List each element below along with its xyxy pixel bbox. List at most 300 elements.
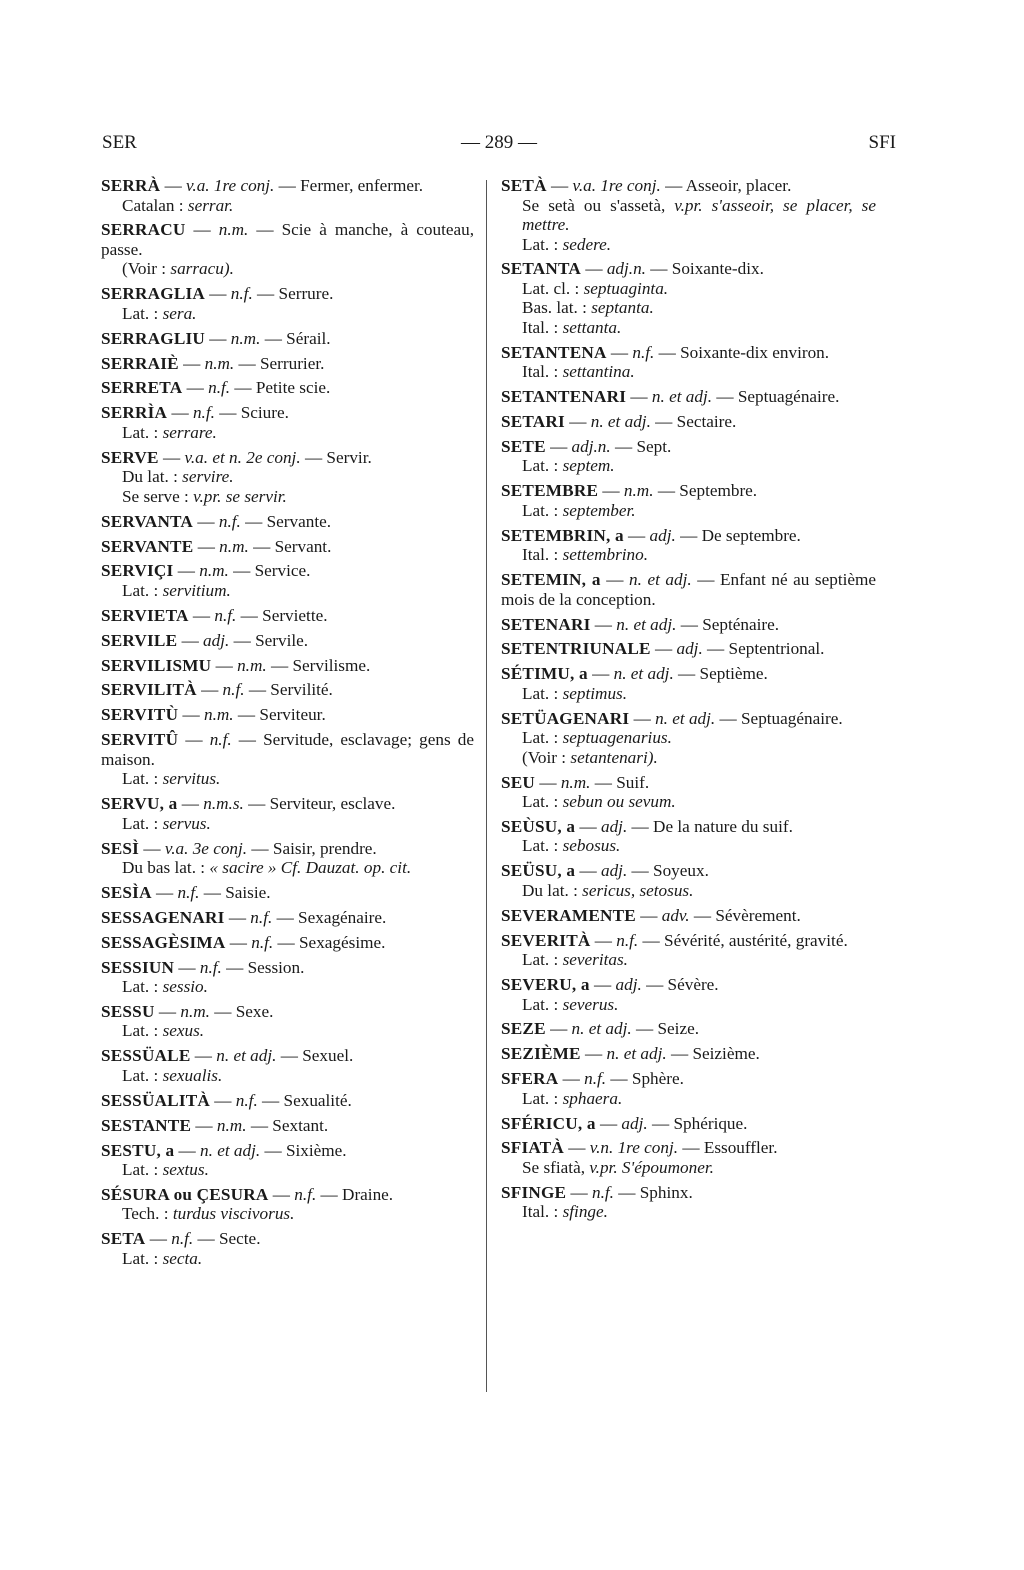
- dictionary-entry: [101, 794, 474, 833]
- dictionary-entry: [501, 1183, 876, 1222]
- headword: SESÌ: [101, 838, 140, 858]
- grammatical-category: n.m.: [219, 536, 249, 556]
- entry-main-line: SERVITÙ — n.m. — Serviteur.: [101, 705, 326, 725]
- dictionary-entry: [501, 664, 876, 703]
- headword: SEVERAMENTE: [501, 905, 636, 925]
- definition: Servile.: [255, 630, 309, 650]
- entry-main-line: SERVILE — adj. — Servile.: [101, 630, 309, 650]
- note-label: Lat. :: [122, 580, 159, 600]
- entry-main-line: SERRÌA — n.f. — Sciure.: [101, 403, 289, 423]
- etymology-note: [101, 1204, 474, 1224]
- headword: SEZE: [501, 1019, 546, 1039]
- etymology-note: [501, 792, 876, 812]
- dictionary-entry: [101, 176, 474, 215]
- dictionary-entry: [501, 343, 876, 382]
- note-value: secta.: [162, 1248, 203, 1268]
- note-label: Lat. :: [522, 456, 559, 476]
- dictionary-entry: [101, 908, 474, 928]
- grammatical-category: n.f.: [584, 1069, 607, 1089]
- note-label: Ital. :: [522, 317, 559, 337]
- etymology-note: [501, 362, 876, 382]
- headword: SETA: [101, 1229, 146, 1249]
- note-label: Lat. :: [122, 1160, 159, 1180]
- grammatical-category: adj.: [621, 1113, 648, 1133]
- dictionary-entry: [501, 639, 876, 659]
- note-value: sebun ou sevum.: [562, 792, 676, 812]
- grammatical-category: n. et adj.: [571, 1019, 632, 1039]
- note-label: Lat. :: [122, 1248, 159, 1268]
- dictionary-entry: [501, 861, 876, 900]
- note-label: Se serve :: [122, 486, 189, 506]
- note-label: (Voir :: [122, 259, 167, 279]
- definition: De la nature du suif.: [653, 816, 793, 836]
- dictionary-entry: [101, 403, 474, 442]
- definition: Sexagénaire.: [298, 907, 387, 927]
- grammatical-category: n.m.: [237, 655, 267, 675]
- page-number: — 289 —: [461, 132, 537, 153]
- entry-main-line: SETEMBRIN, a — adj. — De septembre.: [501, 525, 801, 545]
- headword: SERRAIÈ: [101, 353, 179, 373]
- note-value: sarracu).: [170, 259, 234, 279]
- headword: SERVU, a: [101, 794, 178, 814]
- note-value: sexualis.: [162, 1065, 223, 1085]
- note-label: Lat. :: [522, 836, 559, 856]
- headword: SETARI: [501, 412, 565, 432]
- headword: SFIATÀ: [501, 1138, 564, 1158]
- etymology-note: [501, 318, 876, 338]
- grammatical-category: n.f.: [208, 378, 231, 398]
- etymology-note: [501, 279, 876, 299]
- definition: Sexualité.: [283, 1090, 352, 1110]
- definition: Serviteur, esclave.: [269, 794, 396, 814]
- entry-main-line: SERRETA — n.f. — Petite scie.: [101, 378, 331, 398]
- headword: SESTANTE: [101, 1115, 192, 1135]
- headword: SERVILE: [101, 630, 178, 650]
- note-value: sera.: [162, 303, 197, 323]
- dictionary-entry: [501, 1114, 876, 1134]
- entry-main-line: SERRÀ — v.a. 1re conj. — Fermer, enfermer.: [101, 176, 424, 195]
- note-value: severitas.: [562, 950, 628, 970]
- grammatical-category: n. et adj.: [200, 1140, 261, 1160]
- note-value: settembrino.: [562, 545, 649, 565]
- note-label: Du bas lat. :: [122, 858, 206, 878]
- etymology-note: [501, 1158, 876, 1178]
- definition: Sévérité, austérité, gravité.: [664, 930, 848, 950]
- note-label: Du lat. :: [122, 467, 178, 487]
- dictionary-entry: [101, 730, 474, 789]
- entry-main-line: SESSAGÈSIMA — n.f. — Sexagésime.: [101, 932, 386, 952]
- note-value: v.pr. se servir.: [193, 486, 287, 506]
- definition: Sévèrement.: [715, 905, 801, 925]
- entry-main-line: SESÌA — n.f. — Saisie.: [101, 882, 271, 902]
- etymology-note: [501, 235, 876, 255]
- grammatical-category: adj.: [615, 975, 642, 995]
- etymology-note: [101, 487, 474, 507]
- definition: Sexuel.: [302, 1046, 354, 1066]
- headword: SERRÀ: [101, 176, 161, 195]
- note-value: sfinge.: [562, 1202, 608, 1222]
- note-value: september.: [562, 500, 636, 520]
- note-label: Lat. :: [122, 422, 159, 442]
- note-label: Lat. :: [122, 977, 159, 997]
- note-value: « sacire » Cf. Dauzat. op. cit.: [209, 858, 412, 878]
- note-value: turdus viscivorus.: [172, 1204, 295, 1224]
- grammatical-category: n.m.: [560, 772, 591, 792]
- note-label: Lat. :: [522, 792, 559, 812]
- dictionary-entry: [101, 1116, 474, 1136]
- etymology-note: [101, 814, 474, 834]
- dictionary-entry: [501, 412, 876, 432]
- grammatical-category: v.a. 1re conj.: [186, 176, 275, 195]
- column-divider: [486, 180, 487, 1392]
- dictionary-entry: [501, 570, 876, 609]
- headword: SERVE: [101, 447, 159, 467]
- grammatical-category: n. et adj.: [616, 614, 677, 634]
- definition: Sexagésime.: [299, 932, 386, 952]
- headword: SESSU: [101, 1001, 155, 1021]
- entry-main-line: SETARI — n. et adj. — Sectaire.: [501, 412, 737, 432]
- header-right-guide-word: SFI: [868, 132, 896, 153]
- definition: Saisie.: [225, 882, 271, 902]
- grammatical-category: adj.: [676, 639, 703, 659]
- dictionary-entry: [501, 615, 876, 635]
- headword: SEÜSU, a: [501, 861, 576, 881]
- definition: Enfant né au septième mois de la conception.: [501, 570, 876, 609]
- note-value: settantina.: [562, 362, 635, 382]
- definition: Septuagénaire.: [737, 387, 840, 407]
- note-value: septanta.: [591, 298, 654, 318]
- grammatical-category: n.f.: [250, 907, 273, 927]
- definition: Servitude, esclavage; gens de maison.: [101, 730, 475, 769]
- entry-main-line: SFINGE — n.f. — Sphinx.: [501, 1182, 693, 1202]
- grammatical-category: n.m.: [180, 1001, 210, 1021]
- dictionary-entry: [101, 933, 474, 953]
- definition: Sextant.: [272, 1115, 329, 1135]
- grammatical-category: n. et adj.: [651, 387, 713, 407]
- grammatical-category: n. et adj.: [629, 570, 692, 590]
- entry-main-line: SEVERAMENTE — adv. — Sévèrement.: [501, 905, 801, 925]
- grammatical-category: adj.: [600, 816, 628, 836]
- definition: Secte.: [218, 1229, 261, 1249]
- definition: Sphère.: [631, 1069, 684, 1089]
- note-label: Se sfiatà,: [522, 1157, 586, 1177]
- entry-main-line: SERRACU — n.m. — Scie à manche, à couteau, passe.: [101, 220, 475, 259]
- etymology-note: [501, 196, 876, 235]
- page-header: [102, 132, 896, 158]
- note-label: Lat. :: [522, 683, 559, 703]
- dictionary-entry: [501, 975, 876, 1014]
- dictionary-entry: [501, 817, 876, 856]
- headword: SERVILITÀ: [101, 680, 197, 700]
- dictionary-entry: [101, 883, 474, 903]
- grammatical-category: n. et adj.: [655, 708, 716, 728]
- headword: SERRAGLIU: [101, 328, 205, 348]
- dictionary-entry: [101, 1229, 474, 1268]
- dictionary-entry: [101, 220, 474, 279]
- entry-main-line: SETÀ — v.a. 1re conj. — Asseoir, placer.: [501, 176, 792, 195]
- entry-main-line: SERVITÛ — n.f. — Servitude, esclavage; gens de maison.: [101, 730, 475, 769]
- note-label: Lat. :: [522, 1088, 559, 1108]
- dictionary-entry: [101, 958, 474, 997]
- grammatical-category: n.f.: [251, 932, 274, 952]
- note-value: sebosus.: [562, 836, 621, 856]
- dictionary-entry: [501, 1019, 876, 1039]
- headword: SEVERITÀ: [501, 930, 591, 950]
- entry-main-line: SERRAGLIU — n.m. — Sérail.: [101, 328, 331, 348]
- entry-main-line: SETANTENARI — n. et adj. — Septuagénaire.: [501, 387, 840, 407]
- etymology-note: [101, 769, 474, 789]
- grammatical-category: n.m.: [204, 353, 235, 373]
- grammatical-category: n.m.: [204, 705, 234, 725]
- entry-main-line: SEU — n.m. — Suif.: [501, 772, 650, 792]
- note-label: Lat. :: [522, 500, 559, 520]
- note-value: septimus.: [562, 683, 628, 703]
- grammatical-category: n.f.: [222, 680, 245, 700]
- definition: Sciure.: [240, 403, 289, 423]
- note-label: Lat. :: [522, 950, 559, 970]
- note-value: servus.: [162, 813, 211, 833]
- headword: SETANTENA: [501, 342, 607, 362]
- note-value: v.pr. s'asseoir, se placer, se mettre.: [522, 195, 877, 234]
- headword: SERRÌA: [101, 403, 168, 423]
- etymology-note: [501, 728, 876, 748]
- definition: Draine.: [342, 1184, 394, 1204]
- entry-main-line: SFERA — n.f. — Sphère.: [501, 1069, 684, 1089]
- right-column: [501, 176, 876, 1227]
- grammatical-category: n.f.: [230, 284, 253, 304]
- etymology-note: [101, 467, 474, 487]
- etymology-note: [501, 684, 876, 704]
- definition: Serviette.: [262, 605, 328, 625]
- dictionary-entry: [101, 631, 474, 651]
- headword: SESSAGENARI: [101, 907, 225, 927]
- note-value: sericus, setosus.: [582, 880, 694, 900]
- note-label: Ital. :: [522, 362, 559, 382]
- dictionary-entry: [101, 839, 474, 878]
- dictionary-entry: [101, 284, 474, 323]
- entry-main-line: SETANTA — adj.n. — Soixante-dix.: [501, 259, 764, 279]
- headword: SERRAGLIA: [101, 284, 205, 304]
- note-value: sessio.: [162, 977, 208, 997]
- grammatical-category: n.f.: [235, 1090, 258, 1110]
- definition: Sphérique.: [673, 1113, 748, 1133]
- headword: SESTU, a: [101, 1140, 175, 1160]
- definition: Saisir, prendre.: [272, 838, 377, 858]
- headword: SETENARI: [501, 614, 591, 634]
- note-value: sphaera.: [562, 1088, 623, 1108]
- dictionary-entry: [101, 606, 474, 626]
- definition: Essouffler.: [703, 1138, 778, 1158]
- entry-main-line: SERVANTA — n.f. — Servante.: [101, 511, 332, 531]
- note-label: Bas. lat. :: [522, 298, 587, 318]
- note-label: Lat. :: [122, 1065, 159, 1085]
- definition: Serviteur.: [259, 705, 326, 725]
- headword: SERVANTE: [101, 536, 194, 556]
- grammatical-category: n.m.s.: [203, 794, 244, 814]
- grammatical-category: n.f.: [177, 882, 200, 902]
- etymology-note: [501, 748, 876, 768]
- grammatical-category: n.m.: [218, 220, 249, 240]
- etymology-note: [101, 423, 474, 443]
- etymology-note: [101, 858, 474, 878]
- grammatical-category: n.f.: [218, 511, 241, 531]
- grammatical-category: adj.: [600, 861, 628, 881]
- note-value: sextus.: [162, 1160, 209, 1180]
- headword: SETANTA: [501, 259, 582, 279]
- definition: Sphinx.: [639, 1182, 693, 1202]
- entry-main-line: SETEMIN, a — n. et adj. — Enfant né au septième mois de la conception.: [501, 570, 876, 609]
- grammatical-category: n. et adj.: [216, 1046, 277, 1066]
- grammatical-category: n.m.: [623, 481, 654, 501]
- grammatical-category: adj.: [203, 630, 230, 650]
- definition: Servant.: [274, 536, 332, 556]
- entry-main-line: SESTANTE — n.m. — Sextant.: [101, 1115, 329, 1135]
- etymology-note: [101, 304, 474, 324]
- definition: Serrurier.: [259, 353, 325, 373]
- entry-main-line: SETENARI — n. et adj. — Septénaire.: [501, 614, 780, 634]
- definition: Suif.: [616, 772, 650, 792]
- entry-main-line: SFIATÀ — v.n. 1re conj. — Essouffler.: [501, 1138, 778, 1158]
- grammatical-category: n.f.: [294, 1184, 317, 1204]
- definition: Service.: [254, 561, 311, 581]
- note-label: Du lat. :: [522, 880, 578, 900]
- entry-main-line: SESÌ — v.a. 3e conj. — Saisir, prendre.: [101, 838, 377, 858]
- definition: Soixante-dix environ.: [680, 342, 830, 362]
- note-label: Se setà ou s'assetà,: [522, 195, 666, 215]
- note-label: Lat. :: [122, 1021, 159, 1041]
- etymology-note: [101, 581, 474, 601]
- grammatical-category: adv.: [661, 905, 690, 925]
- dictionary-entry: [101, 561, 474, 600]
- grammatical-category: n.f.: [214, 605, 237, 625]
- etymology-note: [501, 298, 876, 318]
- note-label: (Voir :: [522, 747, 567, 767]
- etymology-note: [101, 259, 474, 279]
- headword: SERRACU: [101, 220, 186, 240]
- dictionary-entry: [501, 176, 876, 254]
- entry-main-line: SESSU — n.m. — Sexe.: [101, 1001, 274, 1021]
- headword: SFERA: [501, 1069, 559, 1089]
- note-value: v.pr. S'époumoner.: [589, 1157, 714, 1177]
- note-value: servitus.: [162, 769, 221, 789]
- note-label: Tech. :: [122, 1204, 169, 1224]
- entry-main-line: SERVE — v.a. et n. 2e conj. — Servir.: [101, 447, 372, 467]
- headword: SEVERU, a: [501, 975, 590, 995]
- entry-main-line: SERVIÇI — n.m. — Service.: [101, 561, 311, 581]
- dictionary-entry: [101, 1091, 474, 1111]
- note-label: Lat. cl. :: [522, 278, 580, 298]
- headword: SESSIUN: [101, 957, 175, 977]
- grammatical-category: adj.n.: [571, 436, 611, 456]
- definition: Scie à manche, à couteau, passe.: [101, 220, 475, 259]
- entry-main-line: SESSAGENARI — n.f. — Sexagénaire.: [101, 907, 387, 927]
- grammatical-category: v.a. et n. 2e conj.: [184, 447, 301, 467]
- headword: SESSÜALITÀ: [101, 1090, 210, 1110]
- entry-main-line: SÉSURA ou ÇESURA — n.f. — Draine.: [101, 1184, 394, 1204]
- note-value: sedere.: [562, 234, 612, 254]
- note-label: Lat. :: [522, 994, 559, 1014]
- note-value: severus.: [562, 994, 619, 1014]
- etymology-note: [501, 836, 876, 856]
- definition: Soyeux.: [653, 861, 709, 881]
- headword: SEÙSU, a: [501, 816, 576, 836]
- headword: SETÀ: [501, 176, 547, 195]
- headword: SETEMBRIN, a: [501, 525, 624, 545]
- definition: Servilisme.: [292, 655, 371, 675]
- grammatical-category: v.n. 1re conj.: [589, 1138, 679, 1158]
- dictionary-entry: [101, 378, 474, 398]
- entry-main-line: SETANTENA — n.f. — Soixante-dix environ.: [501, 342, 830, 362]
- dictionary-entry: [501, 387, 876, 407]
- definition: Serrure.: [278, 284, 334, 304]
- grammatical-category: n.f.: [209, 730, 232, 750]
- dictionary-entry: [101, 537, 474, 557]
- note-label: Lat. :: [522, 728, 559, 748]
- definition: Septembre.: [679, 481, 758, 501]
- note-value: septuagenarius.: [562, 728, 672, 748]
- grammatical-category: n.m.: [199, 561, 229, 581]
- headword: SETEMBRE: [501, 481, 599, 501]
- grammatical-category: n. et adj.: [606, 1044, 667, 1064]
- definition: Seize.: [657, 1019, 700, 1039]
- etymology-note: [501, 501, 876, 521]
- headword: SFÉRICU, a: [501, 1113, 596, 1133]
- note-value: serrare.: [162, 422, 217, 442]
- entry-main-line: SERVILISMU — n.m. — Servilisme.: [101, 655, 371, 675]
- dictionary-entry: [501, 437, 876, 476]
- definition: Sexe.: [235, 1001, 274, 1021]
- entry-main-line: SEÜSU, a — adj. — Soyeux.: [501, 861, 709, 881]
- note-label: Lat. :: [122, 813, 159, 833]
- grammatical-category: n. et adj.: [590, 412, 651, 432]
- headword: SEU: [501, 772, 536, 792]
- dictionary-entry: [501, 481, 876, 520]
- grammatical-category: v.a. 1re conj.: [572, 176, 661, 195]
- entry-main-line: SFÉRICU, a — adj. — Sphérique.: [501, 1113, 748, 1133]
- definition: Septentrional.: [728, 639, 825, 659]
- definition: Session.: [247, 957, 305, 977]
- etymology-note: [501, 545, 876, 565]
- entry-main-line: SEVERITÀ — n.f. — Sévérité, austérité, gravité.: [501, 930, 848, 950]
- note-label: Lat. :: [122, 769, 159, 789]
- dictionary-entry: [501, 1138, 876, 1177]
- etymology-note: [501, 950, 876, 970]
- entry-main-line: SERRAIÈ — n.m. — Serrurier.: [101, 353, 325, 373]
- note-value: servitium.: [162, 580, 231, 600]
- definition: Sérail.: [286, 328, 331, 348]
- dictionary-entry: [101, 680, 474, 700]
- headword: SESÌA: [101, 882, 152, 902]
- definition: Septénaire.: [702, 614, 780, 634]
- dictionary-entry: [501, 709, 876, 768]
- note-value: settanta.: [562, 317, 622, 337]
- entry-main-line: SESSÜALITÀ — n.f. — Sexualité.: [101, 1090, 352, 1110]
- note-label: Ital. :: [522, 1202, 559, 1222]
- entry-main-line: SETE — adj.n. — Sept.: [501, 436, 672, 456]
- left-column: [101, 176, 474, 1274]
- entry-main-line: SÉTIMU, a — n. et adj. — Septième.: [501, 664, 768, 684]
- headword: SÉTIMU, a: [501, 664, 588, 684]
- grammatical-category: n.f.: [171, 1229, 194, 1249]
- entry-main-line: SERVIETA — n.f. — Serviette.: [101, 605, 328, 625]
- grammatical-category: n.m.: [230, 328, 261, 348]
- etymology-note: [101, 1160, 474, 1180]
- etymology-note: [501, 456, 876, 476]
- etymology-note: [101, 1249, 474, 1269]
- entry-main-line: SESSIUN — n.f. — Session.: [101, 957, 305, 977]
- etymology-note: [501, 1089, 876, 1109]
- headword: SFINGE: [501, 1182, 567, 1202]
